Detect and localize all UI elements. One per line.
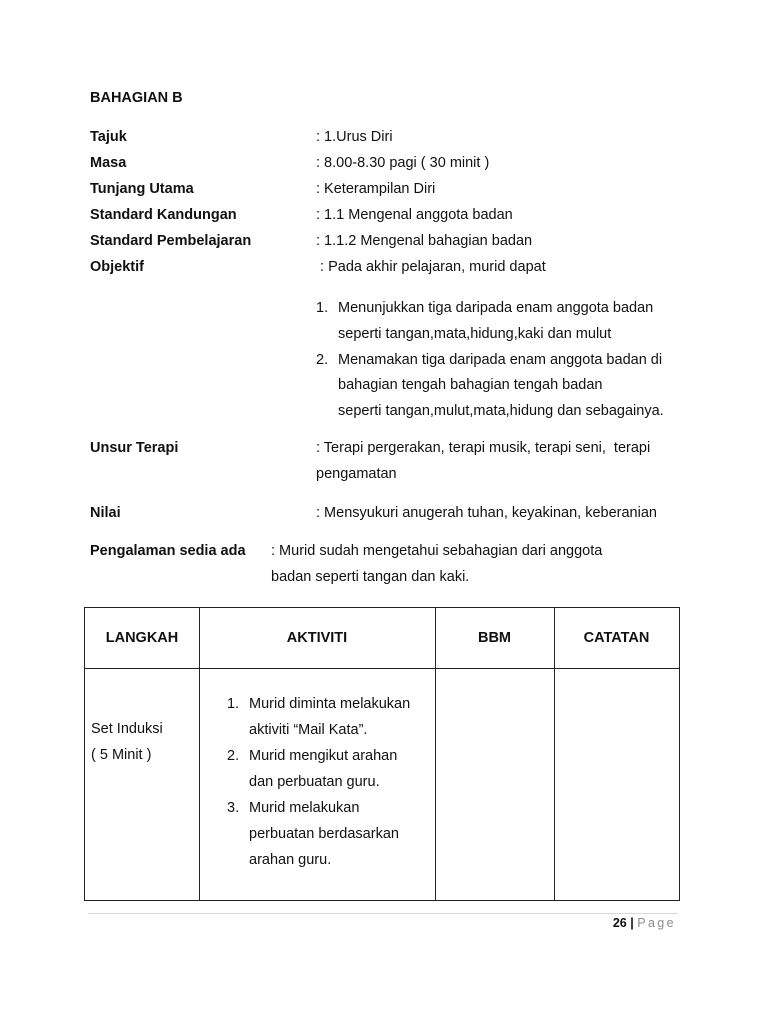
aktiviti-line: Murid melakukan bbox=[249, 800, 360, 816]
aktiviti-line: perbuatan berdasarkan bbox=[249, 826, 399, 842]
field-value-standard-kandungan: : 1.1 Mengenal anggota badan bbox=[316, 207, 513, 223]
aktiviti-number: 1. bbox=[227, 696, 240, 712]
footer-separator: | bbox=[630, 916, 634, 930]
field-label-standard-pembelajaran: Standard Pembelajaran bbox=[90, 233, 252, 249]
objective-number: 2. bbox=[316, 351, 329, 368]
aktiviti-line: dan perbuatan guru. bbox=[249, 774, 380, 790]
objectives-list bbox=[316, 296, 664, 425]
table-row-divider bbox=[85, 668, 679, 669]
aktiviti-line: Murid diminta melakukan bbox=[249, 696, 411, 712]
field-label-unsur-terapi: Unsur Terapi bbox=[90, 440, 179, 456]
objective-line: Menunjukkan tiga daripada enam anggota badan bbox=[338, 300, 654, 316]
aktiviti-line: Murid mengikut arahan bbox=[249, 748, 398, 764]
aktiviti-list bbox=[227, 691, 410, 873]
objective-line: seperti tangan,mata,hidung,kaki dan mulut bbox=[338, 325, 612, 342]
objective-number: 1. bbox=[316, 300, 329, 316]
field-label-nilai: Nilai bbox=[90, 505, 121, 521]
objective-line: Menamakan tiga daripada enam anggota badan di bbox=[338, 351, 663, 368]
objective-item bbox=[316, 348, 664, 425]
field-label-tajuk: Tajuk bbox=[90, 129, 127, 145]
objective-line: seperti tangan,mulut,mata,hidung dan sebagainya. bbox=[338, 403, 664, 420]
field-label-masa: Masa bbox=[90, 155, 127, 171]
field-label-standard-kandungan: Standard Kandungan bbox=[90, 207, 237, 223]
aktiviti-number: 3. bbox=[227, 800, 240, 816]
table-header-bbm: BBM bbox=[477, 630, 512, 646]
field-label-objektif: Objektif bbox=[90, 259, 144, 275]
field-label-pengalaman: Pengalaman sedia ada bbox=[90, 543, 246, 559]
objective-line: bahagian tengah bahagian tengah badan bbox=[338, 377, 603, 394]
field-value-masa: : 8.00-8.30 pagi ( 30 minit ) bbox=[316, 155, 490, 171]
langkah-cell-line: Set Induksi bbox=[91, 721, 163, 737]
page-word: Page bbox=[637, 916, 676, 930]
objective-item bbox=[316, 296, 664, 348]
field-value-objektif: : Pada akhir pelajaran, murid dapat bbox=[316, 259, 546, 275]
section-title: BAHAGIAN B bbox=[90, 90, 183, 106]
field-value-nilai: : Mensyukuri anugerah tuhan, keyakinan, keberanian bbox=[316, 505, 657, 521]
page-footer bbox=[613, 916, 676, 930]
field-value-standard-pembelajaran: : 1.1.2 Mengenal bahagian badan bbox=[316, 233, 533, 249]
field-value-unsur-terapi-line1: : Terapi pergerakan, terapi musik, terapi seni, terapi bbox=[316, 440, 651, 456]
table-header-catatan: CATATAN bbox=[583, 630, 650, 646]
aktiviti-line: aktiviti “Mail Kata”. bbox=[249, 722, 368, 738]
aktiviti-item bbox=[227, 795, 410, 873]
field-value-unsur-terapi-line2: pengamatan bbox=[316, 466, 397, 482]
table-header-aktiviti: AKTIVITI bbox=[286, 630, 348, 646]
aktiviti-item bbox=[227, 743, 410, 795]
table-header-langkah: LANGKAH bbox=[105, 630, 179, 646]
footer-divider bbox=[88, 913, 678, 914]
field-value-pengalaman-line2: badan seperti tangan dan kaki. bbox=[271, 569, 470, 585]
page-number: 26 bbox=[612, 916, 627, 930]
langkah-cell-line: ( 5 Minit ) bbox=[91, 747, 152, 763]
aktiviti-number: 2. bbox=[227, 748, 240, 764]
aktiviti-line: arahan guru. bbox=[249, 852, 332, 868]
field-value-tajuk: : 1.Urus Diri bbox=[316, 129, 393, 145]
field-value-tunjang-utama: : Keterampilan Diri bbox=[316, 181, 436, 197]
field-label-tunjang-utama: Tunjang Utama bbox=[90, 181, 194, 197]
field-value-pengalaman-line1: : Murid sudah mengetahui sebahagian dari anggota bbox=[271, 543, 603, 559]
lesson-table bbox=[84, 607, 680, 901]
aktiviti-item bbox=[227, 691, 410, 743]
